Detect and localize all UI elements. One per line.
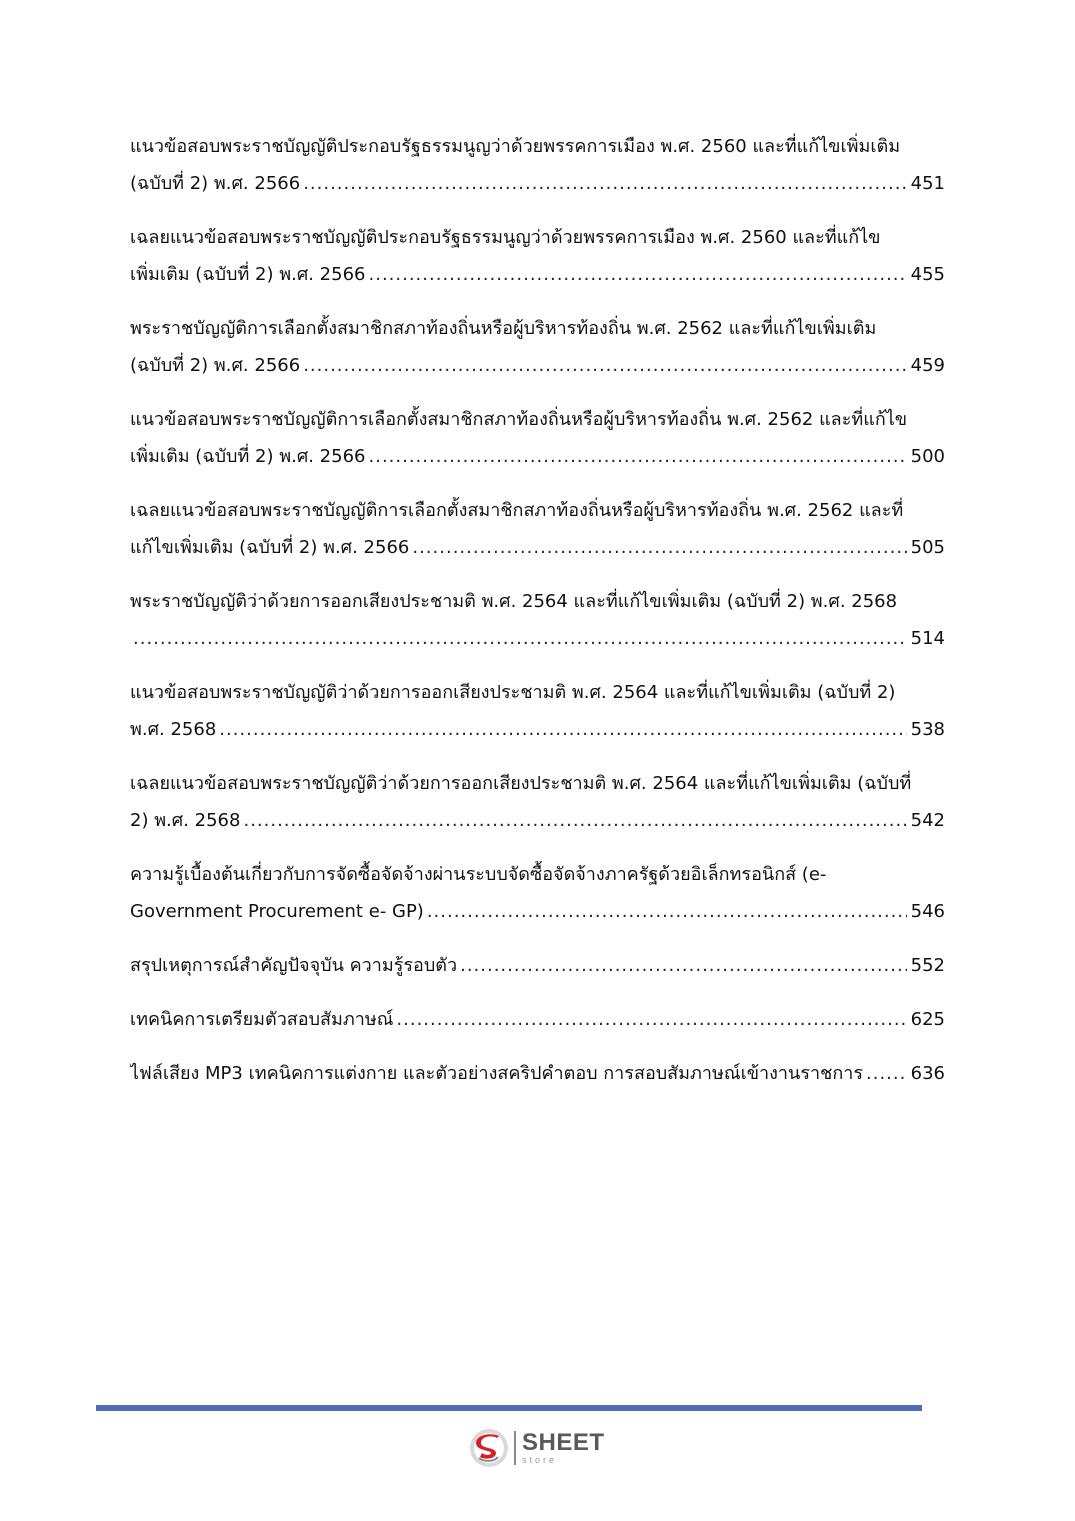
toc-entry-last-line <box>130 1001 945 1038</box>
logo-subtitle: store <box>522 1455 558 1465</box>
toc-page-number: 538 <box>910 719 945 740</box>
dot-leader <box>303 347 906 384</box>
toc-entry-last-line <box>130 529 945 566</box>
toc-entry <box>130 401 945 475</box>
toc-entry-title-line: เฉลยแนวข้อสอบพระราชบัญญัติการเลือกตั้งสมาชิกสภาท้องถิ่นหรือผู้บริหารท้องถิ่น พ.ศ. 2562 และที่ <box>130 500 904 521</box>
toc-entry <box>130 583 945 657</box>
toc-entry-last-line <box>130 438 945 475</box>
dot-leader <box>412 529 906 566</box>
logo-separator <box>514 1431 516 1465</box>
dot-leader <box>243 802 906 839</box>
dot-leader <box>219 711 906 748</box>
footer-rule <box>96 1405 922 1411</box>
toc-entry-title-line: เฉลยแนวข้อสอบพระราชบัญญัติประกอบรัฐธรรมนูญว่าด้วยพรรคการเมือง พ.ศ. 2560 และที่แก้ไข <box>130 227 881 248</box>
toc-entry <box>130 856 945 930</box>
toc-entry <box>130 310 945 384</box>
toc-page-number: 451 <box>910 173 945 194</box>
toc-entry-title-tail: พ.ศ. 2568 <box>130 719 217 740</box>
toc-entry-title-tail: 2) พ.ศ. 2568 <box>130 810 241 831</box>
toc-entry <box>130 128 945 202</box>
toc-entry <box>130 1055 945 1092</box>
toc-entry-title-tail: เทคนิคการเตรียมตัวสอบสัมภาษณ์ <box>130 1009 394 1030</box>
toc-entry-last-line <box>130 620 945 657</box>
toc-page-number: 505 <box>910 537 945 558</box>
toc-page-number: 459 <box>910 355 945 376</box>
sheet-store-logo <box>468 1425 618 1471</box>
toc-page-number: 546 <box>910 901 945 922</box>
toc-entry <box>130 492 945 566</box>
toc-entry <box>130 1001 945 1038</box>
dot-leader <box>303 165 906 202</box>
toc-entry-last-line <box>130 256 945 293</box>
toc-page-number: 455 <box>910 264 945 285</box>
toc-entry-last-line <box>130 802 945 839</box>
toc-entry-title-tail: แก้ไขเพิ่มเติม (ฉบับที่ 2) พ.ศ. 2566 <box>130 537 410 558</box>
dot-leader <box>369 438 907 475</box>
toc-entry <box>130 674 945 748</box>
toc-entry-title-tail: เพิ่มเติม (ฉบับที่ 2) พ.ศ. 2566 <box>130 446 366 467</box>
dot-leader <box>369 256 907 293</box>
dot-leader <box>866 1055 907 1092</box>
toc-entry-title-tail: Government Procurement e- GP) <box>130 901 424 922</box>
logo-word: SHEET <box>522 1429 605 1456</box>
toc-page-number: 500 <box>910 446 945 467</box>
toc-entry-last-line <box>130 711 945 748</box>
toc-entry-title-line: ความรู้เบื้องต้นเกี่ยวกับการจัดซื้อจัดจ้างผ่านระบบจัดซื้อจัดจ้างภาครัฐด้วยอิเล็กทรอนิกส์ (e- <box>130 864 827 885</box>
toc-entry-title-tail: ไฟล์เสียง MP3 เทคนิคการแต่งกาย และตัวอย่างสคริปคำตอบ การสอบสัมภาษณ์เข้างานราชการ <box>130 1063 863 1084</box>
toc-entry-title-line: พระราชบัญญัติว่าด้วยการออกเสียงประชามติ พ.ศ. 2564 และที่แก้ไขเพิ่มเติม (ฉบับที่ 2) พ.ศ. 2568 <box>130 591 898 612</box>
toc-entry <box>130 947 945 984</box>
toc-entry-last-line <box>130 1055 945 1092</box>
sheet-store-s-logo-icon <box>468 1427 510 1469</box>
toc-page-number: 552 <box>910 955 945 976</box>
table-of-contents <box>130 128 945 1109</box>
toc-entry-title-line: เฉลยแนวข้อสอบพระราชบัญญัติว่าด้วยการออกเสียงประชามติ พ.ศ. 2564 และที่แก้ไขเพิ่มเติม (ฉบับที่ <box>130 773 912 794</box>
toc-entry-title-line: แนวข้อสอบพระราชบัญญัติการเลือกตั้งสมาชิกสภาท้องถิ่นหรือผู้บริหารท้องถิ่น พ.ศ. 2562 และที่แก้ไข <box>130 409 908 430</box>
dot-leader <box>133 620 907 657</box>
toc-entry-title-line: แนวข้อสอบพระราชบัญญัติประกอบรัฐธรรมนูญว่าด้วยพรรคการเมือง พ.ศ. 2560 และที่แก้ไขเพิ่มเติม <box>130 136 901 157</box>
toc-entry-title-line: แนวข้อสอบพระราชบัญญัติว่าด้วยการออกเสียงประชามติ พ.ศ. 2564 และที่แก้ไขเพิ่มเติม (ฉบับที่ 2) <box>130 682 896 703</box>
toc-entry-last-line <box>130 893 945 930</box>
toc-entry-last-line <box>130 165 945 202</box>
logo-text <box>522 1431 605 1465</box>
toc-page-number: 625 <box>910 1009 945 1030</box>
toc-page-number: 542 <box>910 810 945 831</box>
toc-page-number: 514 <box>910 628 945 649</box>
dot-leader <box>427 893 907 930</box>
toc-entry-title-tail: (ฉบับที่ 2) พ.ศ. 2566 <box>130 173 301 194</box>
toc-entry-title-tail: สรุปเหตุการณ์สำคัญปัจจุบัน ความรู้รอบตัว <box>130 955 458 976</box>
toc-entry-last-line <box>130 947 945 984</box>
toc-entry <box>130 765 945 839</box>
toc-entry <box>130 219 945 293</box>
dot-leader <box>460 947 907 984</box>
toc-entry-title-tail: (ฉบับที่ 2) พ.ศ. 2566 <box>130 355 301 376</box>
dot-leader <box>396 1001 906 1038</box>
toc-entry-title-line: พระราชบัญญัติการเลือกตั้งสมาชิกสภาท้องถิ่นหรือผู้บริหารท้องถิ่น พ.ศ. 2562 และที่แก้ไขเพิ่มเติม <box>130 318 877 339</box>
toc-page-number: 636 <box>910 1063 945 1084</box>
toc-entry-last-line <box>130 347 945 384</box>
toc-entry-title-tail: เพิ่มเติม (ฉบับที่ 2) พ.ศ. 2566 <box>130 264 366 285</box>
